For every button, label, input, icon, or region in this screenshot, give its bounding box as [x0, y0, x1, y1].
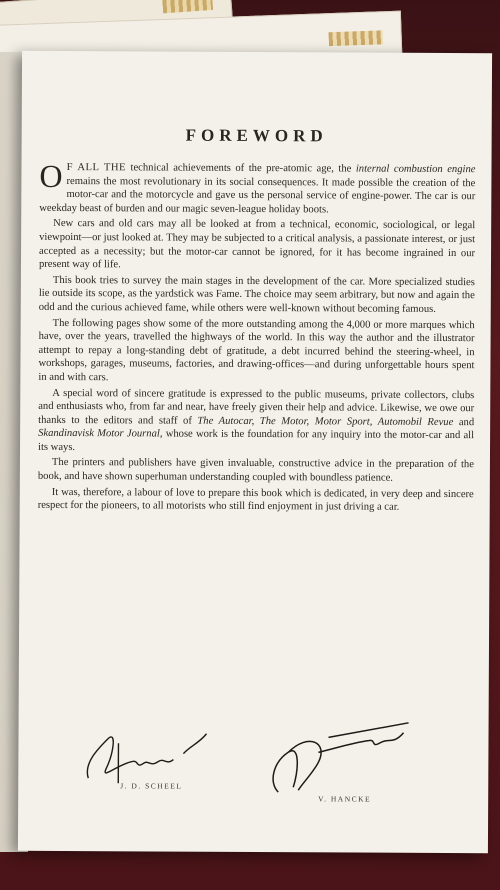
page-title: FOREWORD: [185, 125, 328, 146]
signature-name-left: J. D. SCHEEL: [120, 781, 183, 791]
paragraph-6: The printers and publishers have given invaluable, constructive advice in the preparation of the book, and have shown superhuman understanding coupled with boundless patience.: [37, 457, 474, 484]
signature-name-right: V. HANCKE: [318, 794, 372, 804]
lead-in: F ALL THE: [66, 162, 127, 174]
signature-hancke: [258, 712, 418, 803]
paragraph-2: New cars and old cars may all be looked at from a technical, economic, sociological, or legal viewpoint—or just looked at. They may be subjected to a critical analysis, a passionate interest, or just accepted as a necessity; but the motor-car cannot be ignored, for it has become ingrained in our present way of life.: [38, 218, 476, 271]
foreword-page: [18, 51, 492, 853]
drop-cap: O: [39, 157, 63, 194]
paragraph-4: The following pages show some of the more outstanding among the 4,000 or more marques which have, over the years, travelled the highways of the world. In this way the author and the illustrator attempt to repay a long-standing debt of gratitude, a debt incurred behind the steering-wheel, in workshops, garages, museums, factories, and drawing-offices—and during unforgettable hours spent in and with cars.: [38, 317, 475, 384]
paragraph-1: O F ALL THE technical achievements of the pre-atomic age, the internal combustion engine remains the most revolutionary in its social consequences. It made possible the creation of the motor-car and the motorcycle and gave us the personal service of engine-power. The car is our weekday beast of burden and our magic seven-league holiday boots.: [39, 157, 476, 216]
foreword-body: [37, 157, 476, 517]
paragraph-7: It was, therefore, a labour of love to prepare this book which is dedicated, in very deep and sincere respect for the pioneers, to all motorists who still find enjoyment in just driving a car.: [37, 486, 474, 514]
paragraph-3: This book tries to survey the main stages in the development of the car. More specialized studies lie outside its scope, as the yardstick was Fame. The choice may seem arbitrary, but now and again the odd and the curious achieved fame, while others were well-known without becoming famous.: [38, 274, 475, 315]
italic-phrase: internal combustion engine: [355, 163, 476, 176]
paragraph-5: A special word of sincere gratitude is expressed to the public museums, private collectors, clubs and enthusiasts who, from far and near, have freely given their help and advice. Likewise, we owe our thanks to the editors and staff of The Autocar, The Motor, Motor Sport, Automobil Revue and Skandinavisk Motor Journal, whose work is the foundation for any inquiry into the motor-car and all its ways.: [37, 387, 475, 453]
